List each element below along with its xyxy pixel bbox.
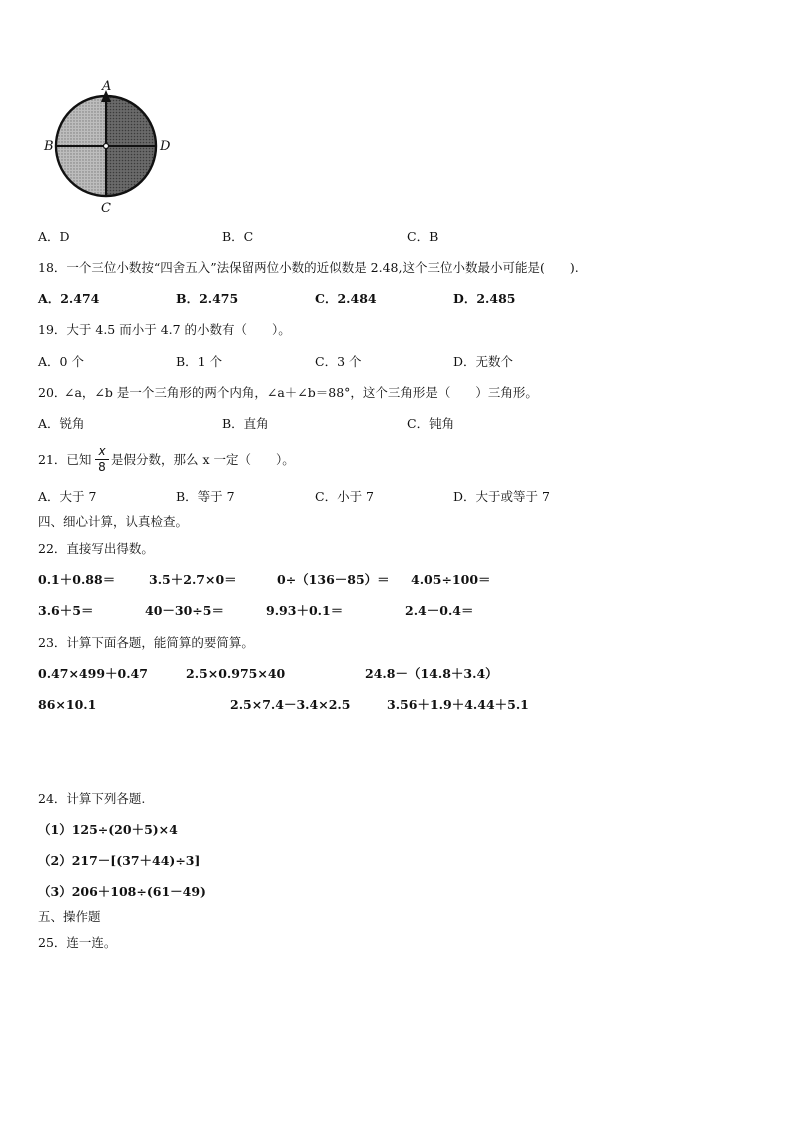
- q22-r1-c4: 4.05÷100＝: [411, 572, 491, 587]
- q20-prefix: 20．: [38, 385, 67, 400]
- q22-r2-c2: 40－30÷5＝: [145, 603, 224, 618]
- q24-item-3: （3）206＋108÷(61－49): [38, 884, 206, 899]
- q22-r2-c4: 2.4－0.4＝: [405, 603, 474, 618]
- q19-option-c: C．3 个: [315, 354, 362, 369]
- q22-r1-c1: 0.1＋0.88＝: [38, 572, 116, 587]
- q22-r2-c3: 9.93＋0.1＝: [266, 603, 344, 618]
- q22-title: 22．直接写出得数。: [38, 541, 154, 556]
- q23-title: 23．计算下面各题，能简算的要简算。: [38, 635, 254, 650]
- q21-suffix: 是假分数，那么 x 一定（ ）。: [111, 452, 295, 467]
- q19-option-a: A．0 个: [38, 354, 84, 369]
- q20-option-b: B．直角: [222, 416, 269, 431]
- q21-fraction: [95, 445, 109, 474]
- q24-title: 24．计算下列各题.: [38, 791, 146, 806]
- section-4-heading: 四、细心计算，认真检查。: [38, 514, 189, 529]
- label-D: D: [160, 139, 171, 154]
- q20-text: ∠a，∠b 是一个三角形的两个内角，∠a＋∠b＝88°，这个三角形是（ ）三角形。: [64, 385, 538, 400]
- q22-r1-c2: 3.5＋2.7×0＝: [149, 572, 237, 587]
- q23-r2-c2: 2.5×7.4－3.4×2.5: [230, 697, 351, 712]
- q21-option-a: A．大于 7: [38, 489, 97, 504]
- q19-option-d: D．无数个: [453, 354, 514, 369]
- q24-item-2: （2）217－[(37＋44)÷3]: [38, 853, 201, 868]
- q17-option-b: B．C: [222, 229, 254, 244]
- section-5-heading: 五、操作题: [38, 909, 101, 924]
- q17-option-a: A．D: [38, 229, 70, 244]
- circle-quadrant-diagram: [40, 78, 180, 218]
- q20-option-a: A．锐角: [38, 416, 85, 431]
- q23-r1-c2: 2.5×0.975×40: [186, 666, 286, 681]
- q20-option-c: C．钝角: [407, 416, 455, 431]
- center-point: [104, 144, 109, 149]
- q21-option-c: C．小于 7: [315, 489, 374, 504]
- q22-r1-c3: 0÷（136－85）＝: [277, 572, 390, 587]
- q23-r1-c3: 24.8－（14.8＋3.4）: [365, 666, 498, 681]
- q19-option-b: B．1 个: [176, 354, 223, 369]
- q21-fraction-numerator: x: [98, 444, 106, 458]
- q18-option-d: D．2.485: [453, 291, 516, 306]
- q23-r2-c1: 86×10.1: [38, 697, 97, 712]
- q22-r2-c1: 3.6＋5＝: [38, 603, 94, 618]
- q25-text: 25．连一连。: [38, 935, 117, 950]
- q18-text: 18．一个三位小数按“四舍五入”法保留两位小数的近似数是 2.48,这个三位小数最小可能是( ).: [38, 260, 579, 275]
- q21-option-d: D．大于或等于 7: [453, 489, 550, 504]
- q21-option-b: B．等于 7: [176, 489, 235, 504]
- q23-r1-c1: 0.47×499＋0.47: [38, 666, 148, 681]
- q21-fraction-denominator: 8: [98, 460, 106, 474]
- label-A: A: [102, 79, 112, 94]
- q24-item-1: （1）125÷(20＋5)×4: [38, 822, 178, 837]
- q21-prefix: 21．已知: [38, 452, 92, 467]
- q23-r2-c3: 3.56＋1.9＋4.44＋5.1: [387, 697, 529, 712]
- q18-option-b: B．2.475: [176, 291, 239, 306]
- label-C: C: [101, 201, 111, 216]
- q17-option-c: C．B: [407, 229, 439, 244]
- q18-option-a: A．2.474: [38, 291, 100, 306]
- label-B: B: [44, 139, 54, 154]
- circle-figure: [40, 78, 180, 218]
- q19-text: 19．大于 4.5 而小于 4.7 的小数有（ ）。: [38, 322, 291, 337]
- q18-option-c: C．2.484: [315, 291, 377, 306]
